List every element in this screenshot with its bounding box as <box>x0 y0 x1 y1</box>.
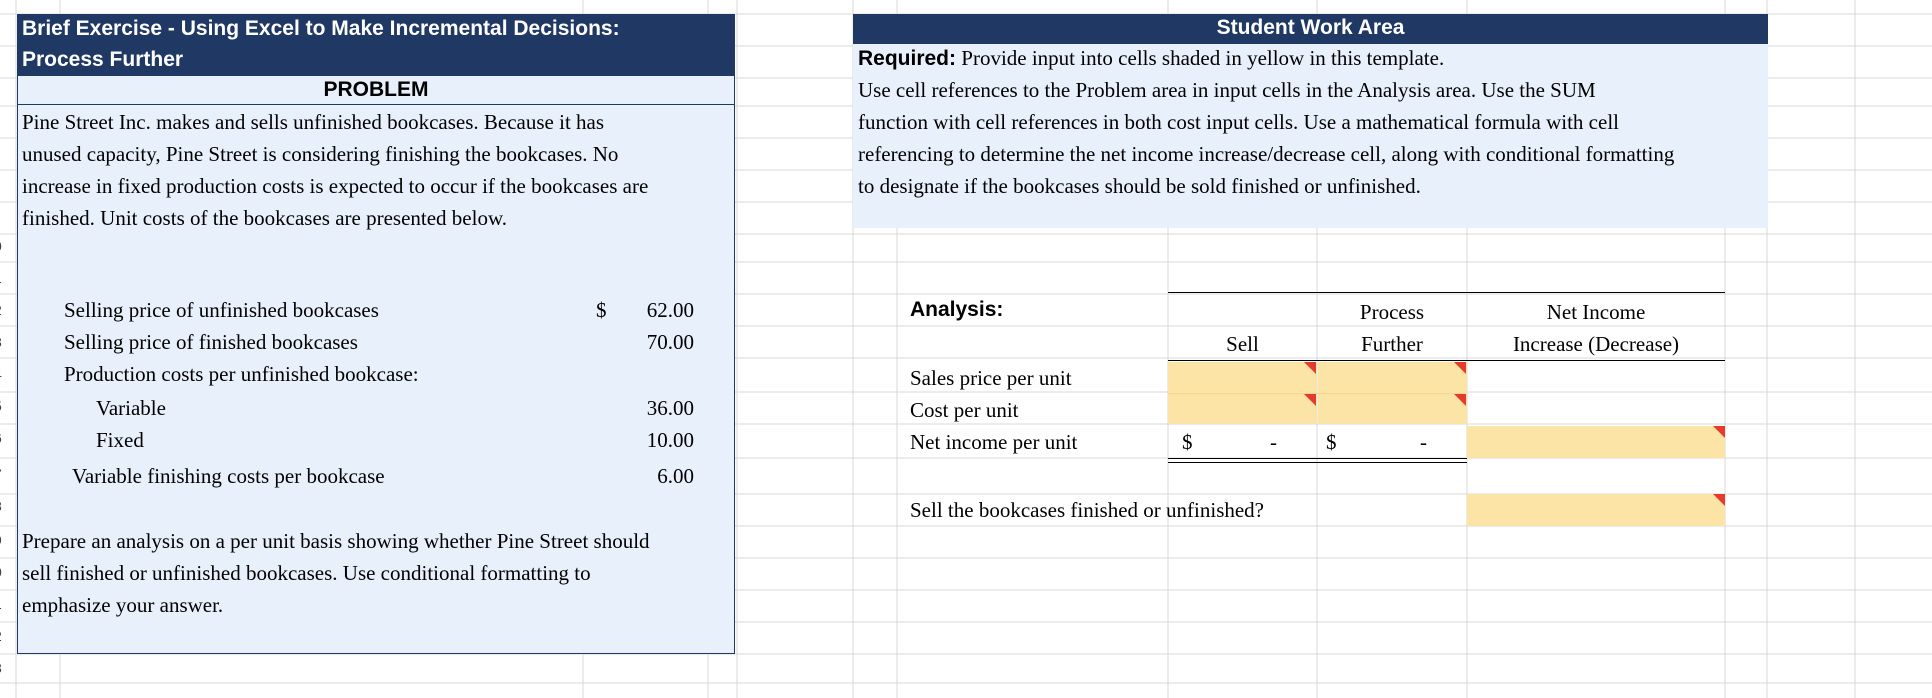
problem-row-label[interactable]: Fixed <box>96 428 144 452</box>
row-number[interactable] <box>0 270 16 286</box>
work-area-line: referencing to determine the net income increase/decrease cell, along with conditional formatting <box>858 142 1675 166</box>
required-text: Provide input into cells shaded in yellow in this template. <box>956 46 1445 70</box>
problem-row-value[interactable]: 70.00 <box>646 330 694 354</box>
comment-flag-icon[interactable] <box>1304 394 1316 406</box>
row-label-sales-price[interactable]: Sales price per unit <box>910 366 1072 390</box>
problem-intro-line: Pine Street Inc. makes and sells unfinished bookcases. Because it has <box>22 110 605 134</box>
problem-row-value[interactable]: 6.00 <box>657 464 694 488</box>
work-area-line: to designate if the bookcases should be sold finished or unfinished. <box>858 174 1421 198</box>
comment-flag-icon[interactable] <box>1454 362 1466 374</box>
work-area-required <box>858 46 1444 71</box>
work-area-line: Use cell references to the Problem area in input cells in the Analysis area. Use the SUM <box>858 78 1596 102</box>
net-income-process-value[interactable]: - <box>1420 430 1427 454</box>
cell-divider <box>1168 393 1467 394</box>
comment-flag-icon[interactable] <box>1713 494 1725 506</box>
decision-question[interactable]: Sell the bookcases finished or unfinished? <box>910 498 1265 522</box>
column-header-process-further[interactable]: Process <box>1359 300 1425 324</box>
analysis-top-border <box>1168 292 1725 293</box>
problem-instruction-line: sell finished or unfinished bookcases. Use conditional formatting to <box>22 561 591 585</box>
row-number[interactable] <box>0 660 16 676</box>
row-number[interactable] <box>0 532 16 548</box>
row-label-cost[interactable]: Cost per unit <box>910 398 1019 422</box>
column-header-process-further-line2: Further <box>1361 332 1423 356</box>
problem-instruction-line: Prepare an analysis on a per unit basis showing whether Pine Street should <box>22 529 650 553</box>
column-header-sell[interactable]: Sell <box>1226 332 1259 356</box>
input-cell-net-income-difference[interactable] <box>1467 426 1725 458</box>
problem-row-currency: $ <box>596 298 607 322</box>
analysis-header-border <box>1168 360 1725 361</box>
analysis-label[interactable]: Analysis: <box>910 298 1004 321</box>
row-number[interactable] <box>0 366 16 382</box>
problem-row-label[interactable]: Selling price of unfinished bookcases <box>64 298 379 322</box>
comment-flag-icon[interactable] <box>1713 426 1725 438</box>
problem-row-value[interactable]: 10.00 <box>646 428 694 452</box>
row-label-net-income[interactable]: Net income per unit <box>910 430 1078 454</box>
net-income-sell-currency: $ <box>1182 430 1193 454</box>
problem-intro-line: unused capacity, Pine Street is considering finishing the bookcases. No <box>22 142 619 166</box>
problem-title: Brief Exercise - Using Excel to Make Incremental Decisions: <box>22 17 620 40</box>
net-income-process-currency: $ <box>1326 430 1337 454</box>
column-header-net-income[interactable]: Net Income <box>1546 300 1646 324</box>
problem-heading: PROBLEM <box>323 78 429 101</box>
problem-row-label[interactable]: Variable finishing costs per bookcase <box>72 464 385 488</box>
problem-row-label[interactable]: Production costs per unfinished bookcase: <box>64 362 419 386</box>
work-area-line: function with cell references in both cost input cells. Use a mathematical formula with cell <box>858 110 1619 134</box>
row-number[interactable] <box>0 498 16 514</box>
problem-title-line2: Process Further <box>22 48 184 71</box>
double-underline <box>1168 458 1467 459</box>
row-number[interactable] <box>0 466 16 482</box>
double-underline <box>1168 462 1467 463</box>
comment-flag-icon[interactable] <box>1304 362 1316 374</box>
row-number[interactable] <box>0 596 16 612</box>
row-number[interactable] <box>0 398 16 414</box>
required-label: Required: <box>858 47 957 70</box>
row-number[interactable] <box>0 302 16 318</box>
problem-row-label[interactable]: Selling price of finished bookcases <box>64 330 358 354</box>
comment-flag-icon[interactable] <box>1454 394 1466 406</box>
problem-instruction-line: emphasize your answer. <box>22 593 224 617</box>
problem-intro-line: increase in fixed production costs is expected to occur if the bookcases are <box>22 174 649 198</box>
input-cell-decision[interactable] <box>1467 494 1725 526</box>
problem-row-value[interactable]: 36.00 <box>646 396 694 420</box>
problem-row-label[interactable]: Variable <box>96 396 166 420</box>
row-number[interactable] <box>0 430 16 446</box>
problem-row-value[interactable]: 62.00 <box>646 298 694 322</box>
work-area-title: Student Work Area <box>1216 16 1405 39</box>
row-number[interactable] <box>0 628 16 644</box>
problem-intro-line: finished. Unit costs of the bookcases are presented below. <box>22 206 507 230</box>
net-income-sell-value[interactable]: - <box>1270 430 1277 454</box>
row-number[interactable] <box>0 334 16 350</box>
row-number[interactable] <box>0 238 16 254</box>
column-header-net-income-line2: Increase (Decrease) <box>1512 332 1680 356</box>
row-number[interactable] <box>0 564 16 580</box>
